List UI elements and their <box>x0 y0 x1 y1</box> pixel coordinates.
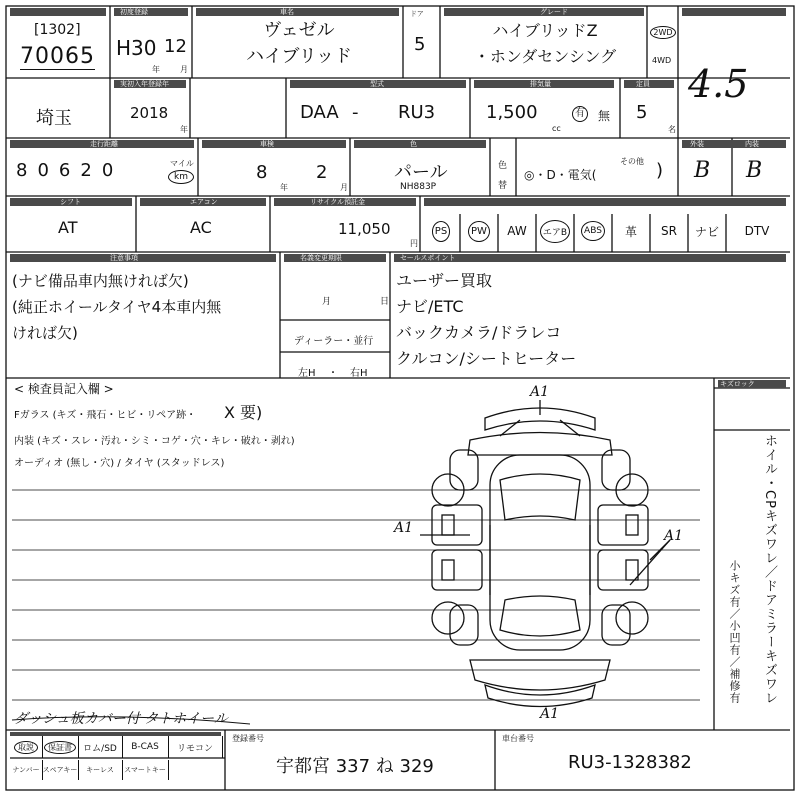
dealer-parallel: ディーラー・並行 <box>294 336 374 347</box>
vehicle-name: ヴェゼル ハイブリッド <box>245 20 353 67</box>
mileage-digit: 6 <box>58 160 71 181</box>
mark-left: A1 <box>394 520 414 536</box>
mileage-digit: 8 <box>16 160 28 181</box>
equip-aw: AW <box>507 224 527 238</box>
doors-value: 5 <box>414 34 426 55</box>
mileage-unit-mile: マイル <box>170 159 194 168</box>
deadline-day: 日 <box>380 297 390 307</box>
inspection-year-unit: 年 <box>280 183 288 192</box>
mark-right: A1 <box>664 528 684 544</box>
color-change-b: 替 <box>498 181 508 191</box>
mileage-digit: 0 <box>37 160 49 181</box>
inspection-month: 2 <box>316 162 328 183</box>
inspector-title: < 検査員記入欄 > <box>14 382 114 396</box>
kind-label: 車名 <box>280 8 294 16</box>
deadline-label: 名義変更期限 <box>300 254 342 262</box>
audio-line: オーディオ (無し・穴) / タイヤ (スタッドレス) <box>14 458 225 469</box>
sales-point: バックカメラ/ドラレコ <box>396 323 562 342</box>
recycle-unit: 円 <box>410 239 418 248</box>
sales-point: ユーザー買取 <box>396 271 493 290</box>
shift-label: シフト <box>60 198 81 206</box>
item-spare-key: スペアキー <box>42 760 79 780</box>
displacement-label: 排気量 <box>530 80 551 88</box>
color-options: ◎・D・電気( <box>524 168 597 182</box>
color-option-label: その他 <box>620 157 644 166</box>
equip-airbag: エアB <box>536 214 574 248</box>
item-bcas: B-CAS <box>122 736 169 758</box>
model-prefix: DAA <box>300 102 339 123</box>
inspection-label: 車検 <box>260 140 274 148</box>
color-code: NH883P <box>400 182 437 192</box>
mileage-digits <box>16 160 113 181</box>
model-code-label: 型式 <box>370 80 384 88</box>
doors-label: ドア <box>410 10 424 18</box>
chassis-label: 車台番号 <box>502 734 534 743</box>
inspection-year: 8 <box>256 162 268 183</box>
equip-dtv: DTV <box>744 224 770 238</box>
notes-line: ければ欠) <box>12 324 78 342</box>
model-year-label: 実初入年登録年 <box>120 80 169 88</box>
plate-label: 登録番号 <box>232 734 264 743</box>
equip-pw: PW <box>460 214 498 248</box>
prefecture: 埼玉 <box>36 108 72 129</box>
glass-mark: X 要) <box>224 403 263 422</box>
recycle-label: リサイクル預託金 <box>310 198 366 206</box>
mileage-digit: 0 <box>101 160 114 181</box>
inspection-month-unit: 月 <box>340 183 348 192</box>
chassis-number: RU3-1328382 <box>568 752 692 773</box>
equip-leather: 革 <box>624 224 637 239</box>
mark-bottom: A1 <box>540 706 560 722</box>
capacity-unit: 名 <box>668 125 676 134</box>
color-label: 色 <box>410 140 417 148</box>
glass-line: Fガラス (キズ・飛石・ヒビ・リペア跡・ <box>14 410 197 421</box>
mileage-label: 走行距離 <box>90 140 118 148</box>
interior-label: 内装 <box>745 140 759 148</box>
notes-label: 注意事項 <box>110 254 138 262</box>
model-year-unit: 年 <box>180 125 188 134</box>
capacity-value: 5 <box>636 102 648 123</box>
item-rom-sd: ロム/SD <box>78 736 123 758</box>
sales-points-label: セールスポイント <box>400 254 456 262</box>
turbo-yes: 有 <box>572 106 588 122</box>
plate-number: 宇都宮 337 ね 329 <box>276 756 434 777</box>
equip-ps: PS <box>422 214 460 248</box>
notes-text <box>12 268 221 346</box>
aircon-value: AC <box>190 218 212 237</box>
mileage-unit-km: km <box>168 170 194 184</box>
displacement-value: 1,500 <box>486 102 538 123</box>
color-change-a: 色 <box>498 161 508 171</box>
exterior-label: 外装 <box>690 140 704 148</box>
handle-dot: ・ <box>328 368 338 379</box>
notes-line: (ナビ備品車内無ければ欠) <box>12 272 189 290</box>
equip-navi: ナビ <box>694 224 719 239</box>
car-diagram <box>420 400 670 707</box>
item-smart-key: スマートキー <box>122 760 169 780</box>
color-options-close: ) <box>656 160 664 181</box>
item-keyless: キーレス <box>78 760 123 780</box>
model-year: 2018 <box>130 104 169 122</box>
interior-grade: B <box>746 158 763 183</box>
grade-label: グレード <box>540 8 568 16</box>
grade-value: ハイブリッドZ ・ホンダセンシング <box>473 21 617 66</box>
color-name: パール <box>394 162 448 183</box>
lot-code: [1302] <box>34 22 81 38</box>
displacement-unit: cc <box>552 124 561 133</box>
interior-line: 内装 (キズ・スレ・汚れ・シミ・コゲ・穴・キレ・破れ・剥れ) <box>14 436 295 447</box>
mark-top: A1 <box>530 384 550 400</box>
shift-value: AT <box>58 218 78 237</box>
equip-sr: SR <box>661 224 677 238</box>
handle-right: 右H <box>350 368 368 379</box>
model-dash: - <box>352 102 359 123</box>
item-manual: 取説 <box>10 736 43 758</box>
reg-month: 12 <box>164 36 187 57</box>
legend-sub: 小キズ有／小凹有／補修有 <box>728 560 741 704</box>
equip-abs: ABS <box>574 214 612 248</box>
model-code: RU3 <box>398 102 436 123</box>
drive-4wd: 4WD <box>652 56 672 65</box>
reg-year-unit: 年 <box>152 65 160 74</box>
sales-point: ナビ/ETC <box>396 297 464 316</box>
notes-line: (純正ホイールタイヤ4本車内無 <box>12 298 222 316</box>
hw-score: 4.5 <box>688 62 749 106</box>
recycle-value: 11,050 <box>338 220 391 238</box>
reg-month-unit: 月 <box>180 65 188 74</box>
handwritten-note: ダッシュ板カバー付 タトホイール <box>14 711 228 727</box>
item-plate: ナンバー <box>10 760 43 780</box>
exterior-grade: B <box>694 158 711 183</box>
sales-points <box>396 268 576 372</box>
legend-title: キズロック <box>720 380 755 388</box>
legend-text: ホイル・CPキズワレ／ドアミラーキズワレ <box>762 434 777 705</box>
item-warranty: 保証書 <box>42 736 79 758</box>
capacity-label: 定員 <box>636 80 650 88</box>
aircon-label: エアコン <box>190 198 218 206</box>
lot-number: 70065 <box>20 44 95 69</box>
handle-left: 左H <box>298 368 316 379</box>
era-year: H30 <box>116 36 157 60</box>
sales-point: クルコン/シートヒーター <box>396 349 577 368</box>
first-reg-label: 初度登録 <box>120 8 148 16</box>
drive-2wd: 2WD <box>650 26 676 39</box>
item-remote: リモコン <box>168 736 223 758</box>
turbo-no: 無 <box>598 109 611 123</box>
deadline-month: 月 <box>322 297 332 307</box>
mileage-digit: 2 <box>80 160 92 181</box>
